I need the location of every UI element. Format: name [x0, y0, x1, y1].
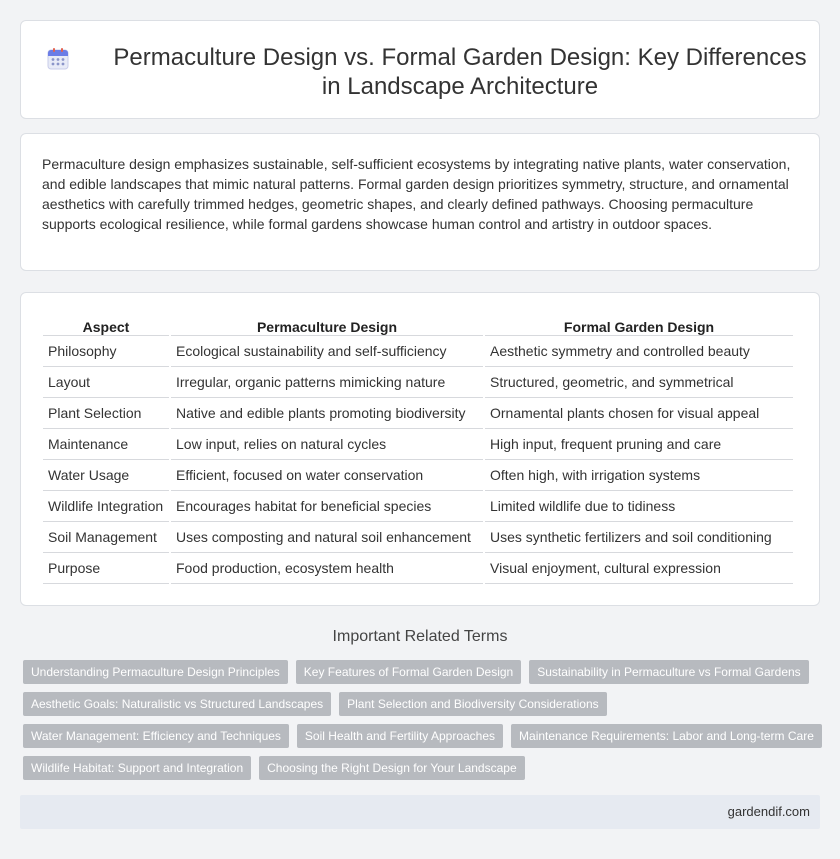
related-term-tag[interactable]: Plant Selection and Biodiversity Considerations	[339, 692, 606, 716]
table-cell: Food production, ecosystem health	[171, 553, 483, 584]
table-cell: Native and edible plants promoting biodiversity	[171, 398, 483, 429]
header-aspect: Aspect	[43, 315, 169, 336]
table-cell: High input, frequent pruning and care	[485, 429, 793, 460]
table-cell: Often high, with irrigation systems	[485, 460, 793, 491]
table-cell: Aesthetic symmetry and controlled beauty	[485, 336, 793, 367]
table-cell: Philosophy	[43, 336, 169, 367]
related-term-tag[interactable]: Sustainability in Permaculture vs Formal Gardens	[529, 660, 808, 684]
table-row	[43, 553, 793, 584]
tag-row	[23, 692, 823, 716]
footer	[20, 795, 820, 829]
table-cell: Soil Management	[43, 522, 169, 553]
table-cell: Wildlife Integration	[43, 491, 169, 522]
table-row	[43, 522, 793, 553]
table-cell: Visual enjoyment, cultural expression	[485, 553, 793, 584]
table-row	[43, 398, 793, 429]
table-cell: Ornamental plants chosen for visual appeal	[485, 398, 793, 429]
related-term-tag[interactable]: Aesthetic Goals: Naturalistic vs Structured Landscapes	[23, 692, 331, 716]
related-term-tag[interactable]: Maintenance Requirements: Labor and Long-term Care	[511, 724, 822, 748]
table-cell: Water Usage	[43, 460, 169, 491]
intro-card	[20, 133, 820, 271]
table-cell: Structured, geometric, and symmetrical	[485, 367, 793, 398]
table-cell: Uses synthetic fertilizers and soil conditioning	[485, 522, 793, 553]
table-row	[43, 429, 793, 460]
tag-row	[23, 660, 823, 684]
page-title: Permaculture Design vs. Formal Garden Design: Key Differences in Landscape Architecture	[113, 44, 807, 100]
header-permaculture: Permaculture Design	[171, 315, 483, 336]
table-cell: Layout	[43, 367, 169, 398]
comparison-table-card	[20, 292, 820, 606]
table-cell: Maintenance	[43, 429, 169, 460]
table-cell: Plant Selection	[43, 398, 169, 429]
tag-row	[23, 756, 823, 780]
table-cell: Encourages habitat for beneficial species	[171, 491, 483, 522]
table-cell: Uses composting and natural soil enhancement	[171, 522, 483, 553]
table-cell: Low input, relies on natural cycles	[171, 429, 483, 460]
tag-row	[23, 724, 823, 748]
related-term-tag[interactable]: Understanding Permaculture Design Principles	[23, 660, 288, 684]
related-terms-list	[23, 660, 823, 788]
table-cell: Purpose	[43, 553, 169, 584]
table-cell: Efficient, focused on water conservation	[171, 460, 483, 491]
related-term-tag[interactable]: Choosing the Right Design for Your Landscape	[259, 756, 525, 780]
table-row	[43, 491, 793, 522]
related-terms-title: Important Related Terms	[332, 628, 508, 645]
table-cell: Limited wildlife due to tidiness	[485, 491, 793, 522]
table-row	[43, 336, 793, 367]
related-term-tag[interactable]: Wildlife Habitat: Support and Integration	[23, 756, 251, 780]
header-card	[20, 20, 820, 119]
table-row	[43, 367, 793, 398]
table-header-row	[43, 315, 793, 336]
footer-site-link[interactable]: gardendif.com	[727, 804, 810, 819]
related-term-tag[interactable]: Key Features of Formal Garden Design	[296, 660, 521, 684]
table-cell: Ecological sustainability and self-sufficiency	[171, 336, 483, 367]
related-term-tag[interactable]: Soil Health and Fertility Approaches	[297, 724, 503, 748]
related-term-tag[interactable]: Water Management: Efficiency and Techniques	[23, 724, 289, 748]
table-cell: Irregular, organic patterns mimicking nature	[171, 367, 483, 398]
comparison-table	[41, 315, 795, 584]
header-formal: Formal Garden Design	[485, 315, 793, 336]
intro-text: Permaculture design emphasizes sustainable, self-sufficient ecosystems by integrating native plants, water conservation, and edible landscapes that mimic natural patterns. Formal garden design prioritizes symmetry, structure, and ornamental aesthetics with carefully trimmed hedges, geometric shapes, and clearly defined pathways. Choosing permaculture supports ecological resilience, while formal gardens showcase human control and artistry in outdoor spaces.	[42, 156, 791, 232]
table-row	[43, 460, 793, 491]
